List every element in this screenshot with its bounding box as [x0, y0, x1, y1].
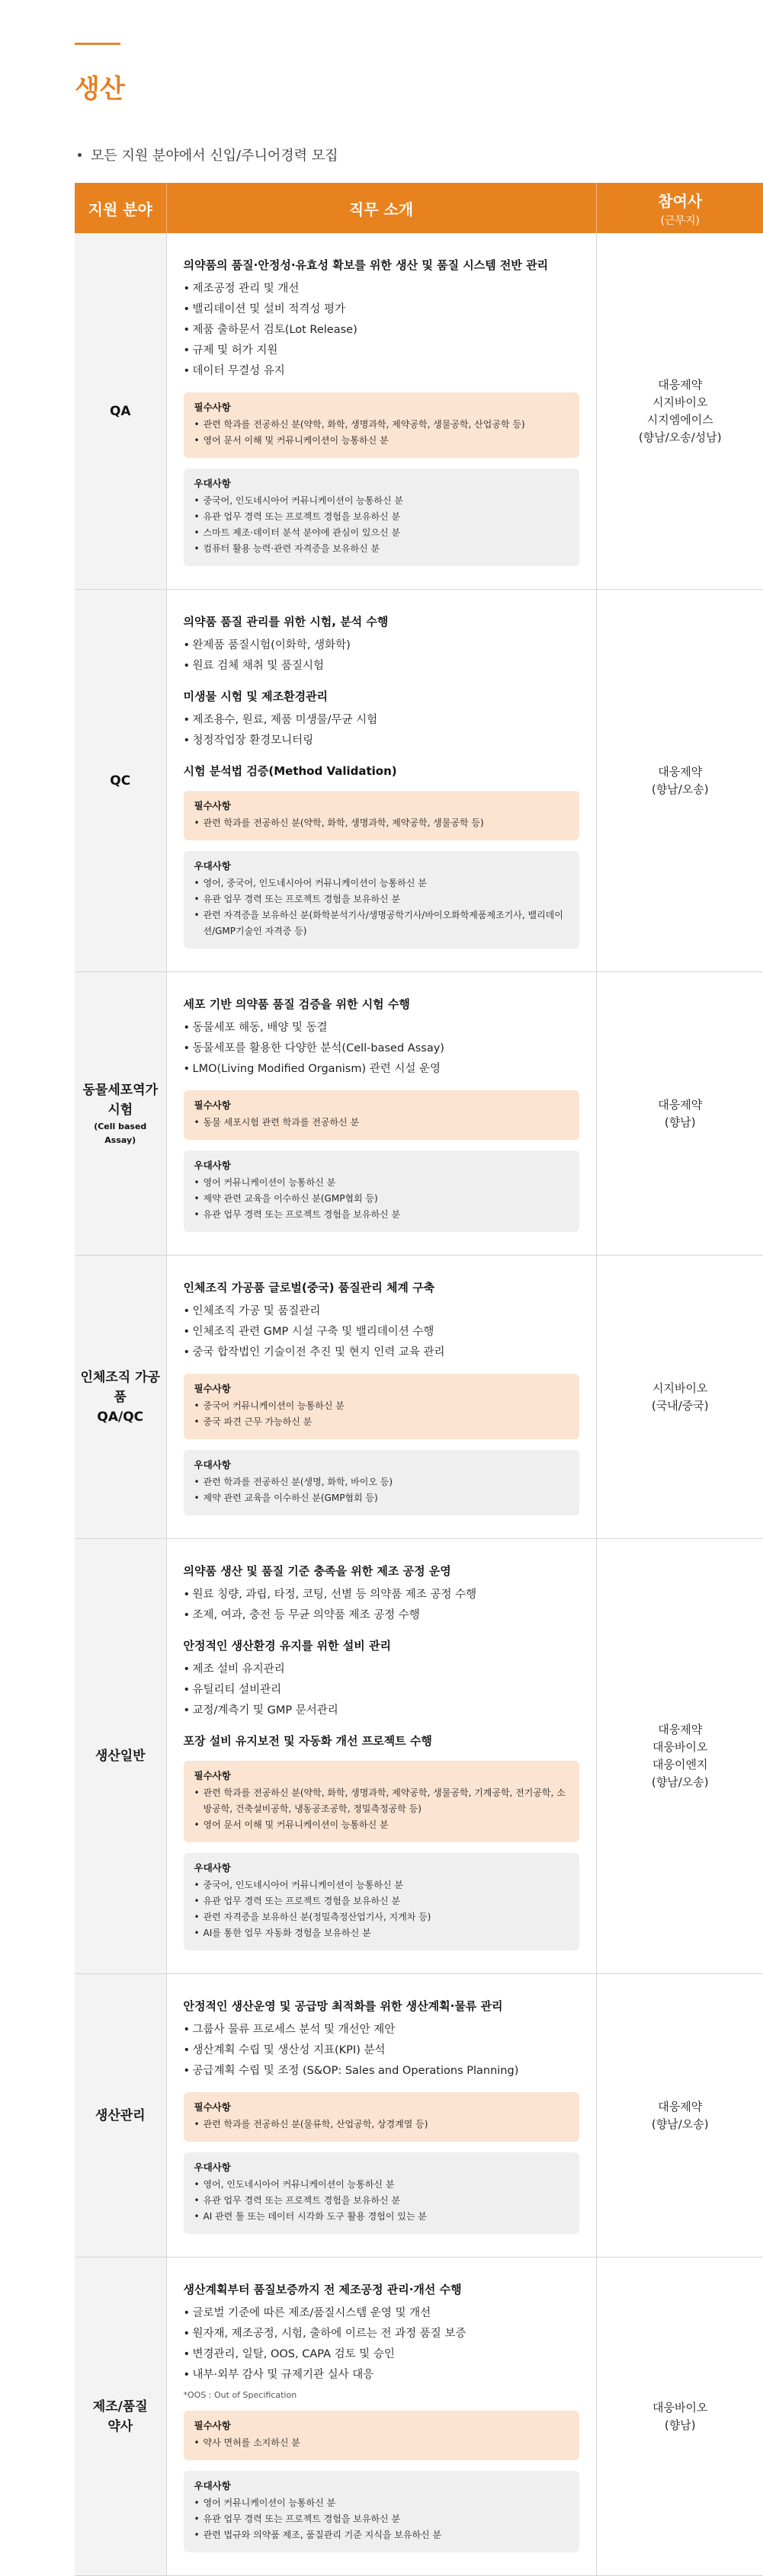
desc-cell [166, 1539, 596, 1974]
preferred-list [194, 1474, 569, 1506]
preferred-item: • 제약 관련 교육을 이수하신 분(GMP협회 등) [194, 1490, 569, 1506]
field-name: QA [78, 402, 163, 421]
preferred-title: 우대사항 [194, 1158, 569, 1173]
duty-list [184, 279, 579, 382]
field-name: QC [78, 771, 163, 791]
duty-list [184, 1659, 579, 1721]
preferred-item: • 중국어, 인도네시아어 커뮤니케이션이 능통하신 분 [194, 493, 569, 509]
company-cell: 대웅제약 대웅바이오 대웅이엔지 (향남/오송) [596, 1539, 763, 1974]
preferred-item: • 영어, 중국어, 인도네시아어 커뮤니케이션이 능통하신 분 [194, 875, 569, 891]
duty-heading: 안정적인 생산환경 유지를 위한 설비 관리 [184, 1637, 579, 1655]
requirements-title: 필수사항 [194, 400, 569, 415]
duty-list [184, 1301, 579, 1363]
duty-item: • 원료 칭량, 과립, 타정, 코팅, 선별 등 의약품 제조 공정 수행 [184, 1585, 579, 1605]
requirements-title: 필수사항 [194, 1768, 569, 1784]
duty-list [184, 1018, 579, 1080]
preferred-item: • 관련 학과를 전공하신 분(생명, 화학, 바이오 등) [194, 1474, 569, 1490]
company-cell: 대웅바이오 (향남) [596, 2258, 763, 2576]
company-cell: 대웅제약 (향남/오송) [596, 1974, 763, 2258]
company-cell: 대웅제약 (향남) [596, 972, 763, 1256]
duty-heading: 세포 기반 의약품 품질 검증을 위한 시험 수행 [184, 995, 579, 1013]
desc-cell [166, 972, 596, 1256]
duty-heading: 시험 분석법 검증(Method Validation) [184, 762, 579, 780]
duty-item: • 인체조직 관련 GMP 시설 구축 및 밸리데이션 수행 [184, 1322, 579, 1342]
preferred-item: • 중국어, 인도네시아어 커뮤니케이션이 능통하신 분 [194, 1877, 569, 1893]
preferred-item: • 유관 업무 경력 또는 프로젝트 경험을 보유하신 분 [194, 1893, 569, 1909]
preferred-item: • 영어, 인도네시아어 커뮤니케이션이 능통하신 분 [194, 2177, 569, 2193]
requirements-list [194, 1115, 569, 1131]
requirements-title: 필수사항 [194, 1381, 569, 1397]
requirements-list [194, 2117, 569, 2133]
requirements-box [184, 2092, 579, 2142]
duty-item: • 제조용수, 원료, 제품 미생물/무균 시험 [184, 710, 579, 731]
requirements-box [184, 1374, 579, 1439]
requirement-item: • 관련 학과를 전공하신 분(약학, 화학, 생명과학, 제약공학, 생물공학, 산업공학 등) [194, 417, 569, 433]
duty-heading: 의약품의 품질·안정성·유효성 확보를 위한 생산 및 품질 시스템 전반 관리 [184, 256, 579, 274]
preferred-box [184, 2152, 579, 2234]
company-cell: 대웅제약 (향남/오송) [596, 590, 763, 972]
field-cell [75, 1256, 166, 1539]
duty-item: • 제품 출하문서 검토(Lot Release) [184, 320, 579, 341]
duty-list [184, 635, 579, 677]
table-row [75, 1974, 763, 2258]
job-rows [75, 233, 763, 2576]
requirements-box [184, 791, 579, 840]
duty-list [184, 710, 579, 751]
header-desc: 직무 소개 [166, 183, 596, 233]
requirement-item: • 중국 파견 근무 가능하신 분 [194, 1414, 569, 1430]
preferred-title: 우대사항 [194, 859, 569, 874]
duty-item: • 조제, 여과, 충전 등 무균 의약품 제조 공정 수행 [184, 1605, 579, 1626]
preferred-title: 우대사항 [194, 2478, 569, 2494]
field-name: 인체조직 가공품 QA/QC [78, 1368, 163, 1427]
field-cell [75, 1539, 166, 1974]
duty-item: • 청정작업장 환경모니터링 [184, 731, 579, 751]
company-cell: 대웅제약 시지바이오 시지엠에이스 (향남/오송/성남) [596, 233, 763, 590]
title-accent-rule [75, 43, 120, 45]
field-name: 생산관리 [78, 2106, 163, 2126]
preferred-list [194, 1877, 569, 1941]
table-row [75, 1539, 763, 1974]
table-header-row [75, 183, 763, 233]
section-title: 생산 [75, 68, 763, 105]
preferred-title: 우대사항 [194, 1861, 569, 1876]
preferred-item: • 유관 업무 경력 또는 프로젝트 경험을 보유하신 분 [194, 2511, 569, 2527]
preferred-list [194, 875, 569, 939]
requirements-list [194, 1398, 569, 1430]
duty-item: • 제조공정 관리 및 개선 [184, 279, 579, 299]
field-cell [75, 2258, 166, 2576]
requirements-box [184, 2411, 579, 2460]
requirement-item: • 관련 학과를 전공하신 분(약학, 화학, 생명과학, 제약공학, 생물공학, 기계공학, 전기공학, 소방공학, 건축설비공학, 냉동공조공학, 정밀측정공학 등) [194, 1785, 569, 1817]
duty-item: • 밸리데이션 및 설비 적격성 평가 [184, 299, 579, 320]
duty-heading: 의약품 품질 관리를 위한 시험, 분석 수행 [184, 613, 579, 631]
preferred-item: • 영어 커뮤니케이션이 능통하신 분 [194, 2495, 569, 2511]
field-cell [75, 590, 166, 972]
field-cell [75, 1974, 166, 2258]
duty-list [184, 2020, 579, 2082]
preferred-list [194, 2495, 569, 2543]
requirement-item: • 영어 문서 이해 및 커뮤니케이션이 능통하신 분 [194, 433, 569, 449]
field-cell [75, 972, 166, 1256]
header-field: 지원 분야 [75, 183, 166, 233]
duty-item: • 동물세포 해동, 배양 및 동결 [184, 1018, 579, 1038]
bullet-icon [78, 153, 82, 157]
duty-item: • 인체조직 가공 및 품질관리 [184, 1301, 579, 1322]
footnote: *OOS : Out of Specification [184, 2390, 579, 2400]
requirements-list [194, 815, 569, 831]
duty-item: • LMO(Living Modified Organism) 관련 시설 운영 [184, 1059, 579, 1080]
table-row [75, 1256, 763, 1539]
duty-item: • 교정/계측기 및 GMP 문서관리 [184, 1701, 579, 1721]
desc-cell [166, 233, 596, 590]
duty-item: • 규제 및 허가 지원 [184, 341, 579, 361]
duty-item: • 중국 합작법인 기술이전 추진 및 현지 인력 교육 관리 [184, 1342, 579, 1363]
job-table [75, 183, 763, 2576]
preferred-item: • 관련 법규와 의약품 제조, 품질관리 기준 지식을 보유하신 분 [194, 2527, 569, 2543]
requirements-list [194, 1785, 569, 1833]
preferred-item: • 유관 업무 경력 또는 프로젝트 경험을 보유하신 분 [194, 2193, 569, 2209]
duty-item: • 제조 설비 유지관리 [184, 1659, 579, 1680]
duty-heading: 포장 설비 유지보전 및 자동화 개선 프로젝트 수행 [184, 1732, 579, 1750]
table-row [75, 233, 763, 590]
preferred-box [184, 851, 579, 949]
duty-item: • 글로벌 기준에 따른 제조/품질시스템 운영 및 개선 [184, 2303, 579, 2324]
preferred-list [194, 493, 569, 557]
preferred-item: • 유관 업무 경력 또는 프로젝트 경험을 보유하신 분 [194, 1207, 569, 1223]
field-name: 생산일반 [78, 1746, 163, 1766]
desc-cell [166, 1974, 596, 2258]
preferred-item: • 영어 커뮤니케이션이 능통하신 분 [194, 1175, 569, 1191]
preferred-item: • AI 관련 툴 또는 데이터 시각화 도구 활용 경험이 있는 분 [194, 2209, 569, 2225]
duty-item: • 변경관리, 일탈, OOS, CAPA 검토 및 승인 [184, 2344, 579, 2365]
duty-item: • 그룹사 물류 프로세스 분석 및 개선안 제안 [184, 2020, 579, 2040]
preferred-box [184, 1450, 579, 1515]
requirement-item: • 중국어 커뮤니케이션이 능통하신 분 [194, 1398, 569, 1414]
table-row [75, 972, 763, 1256]
desc-cell [166, 2258, 596, 2576]
requirement-item: • 동물 세포시험 관련 학과를 전공하신 분 [194, 1115, 569, 1131]
preferred-box [184, 469, 579, 566]
requirements-box [184, 392, 579, 458]
field-subtitle: (Cell based Assay) [78, 1120, 163, 1147]
duty-heading: 안정적인 생산운영 및 공급망 최적화를 위한 생산계획·물류 관리 [184, 1997, 579, 2015]
requirement-item: • 영어 문서 이해 및 커뮤니케이션이 능통하신 분 [194, 1817, 569, 1833]
duty-item: • 완제품 품질시험(이화학, 생화학) [184, 635, 579, 656]
requirements-box [184, 1090, 579, 1140]
duty-item: • 생산계획 수립 및 생산성 지표(KPI) 분석 [184, 2040, 579, 2061]
requirements-list [194, 417, 569, 449]
duty-list [184, 2303, 579, 2386]
preferred-title: 우대사항 [194, 476, 569, 491]
duty-heading: 생산계획부터 품질보증까지 전 제조공정 관리·개선 수행 [184, 2280, 579, 2299]
duty-item: • 동물세포를 활용한 다양한 분석(Cell-based Assay) [184, 1038, 579, 1059]
desc-cell [166, 590, 596, 972]
duty-list [184, 1585, 579, 1626]
desc-cell [166, 1256, 596, 1539]
preferred-list [194, 1175, 569, 1223]
field-name: 동물세포역가시험 [78, 1080, 163, 1120]
duty-heading: 의약품 생산 및 품질 기준 충족을 위한 제조 공정 운영 [184, 1562, 579, 1580]
duty-item: • 데이터 무결성 유지 [184, 361, 579, 382]
requirements-title: 필수사항 [194, 2100, 569, 2115]
preferred-box [184, 1150, 579, 1232]
table-row [75, 2258, 763, 2576]
field-name: 제조/품질 약사 [78, 2397, 163, 2437]
preferred-item: • AI를 통한 업무 자동화 경험을 보유하신 분 [194, 1925, 569, 1941]
header-company-sub: (근무지) [597, 213, 763, 228]
duty-heading: 미생물 시험 및 제조환경관리 [184, 687, 579, 706]
preferred-item: • 유관 업무 경력 또는 프로젝트 경험을 보유하신 분 [194, 891, 569, 907]
company-cell: 시지바이오 (국내/중국) [596, 1256, 763, 1539]
preferred-item: • 컴퓨터 활용 능력·관련 자격증을 보유하신 분 [194, 541, 569, 557]
duty-item: • 공급계획 수립 및 조정 (S&OP: Sales and Operations Planning) [184, 2061, 579, 2082]
preferred-list [194, 2177, 569, 2225]
duty-item: • 원자재, 제조공정, 시험, 출하에 이르는 전 과정 품질 보증 [184, 2324, 579, 2344]
requirements-title: 필수사항 [194, 1098, 569, 1113]
preferred-box [184, 2471, 579, 2552]
preferred-box [184, 1853, 579, 1950]
preferred-item: • 유관 업무 경력 또는 프로젝트 경험을 보유하신 분 [194, 509, 569, 525]
intro-text: 모든 지원 분야에서 신입/주니어경력 모집 [91, 145, 338, 165]
requirement-item: • 약사 면허를 소지하신 분 [194, 2435, 569, 2451]
header-company-label: 참여사 [658, 192, 702, 210]
intro-note [75, 145, 763, 165]
preferred-item: • 관련 자격증을 보유하신 분(화학분석기사/생명공학기사/바이오화학제품제조기사, 밸리데이션/GMP기술인 자격증 등) [194, 907, 569, 939]
preferred-title: 우대사항 [194, 2160, 569, 2175]
preferred-item: • 관련 자격증을 보유하신 분(정밀측정산업기사, 지게차 등) [194, 1909, 569, 1925]
duty-item: • 내부·외부 감사 및 규제기관 실사 대응 [184, 2365, 579, 2386]
preferred-item: • 제약 관련 교육을 이수하신 분(GMP협회 등) [194, 1191, 569, 1207]
duty-item: • 원료 검체 채취 및 품질시험 [184, 656, 579, 677]
requirements-title: 필수사항 [194, 2418, 569, 2434]
duty-item: • 유틸리티 설비관리 [184, 1680, 579, 1701]
requirements-title: 필수사항 [194, 798, 569, 814]
requirement-item: • 관련 학과를 전공하신 분(약학, 화학, 생명과학, 제약공학, 생물공학 등) [194, 815, 569, 831]
table-row [75, 590, 763, 972]
requirement-item: • 관련 학과를 전공하신 분(물류학, 산업공학, 상경계열 등) [194, 2117, 569, 2133]
requirements-list [194, 2435, 569, 2451]
preferred-title: 우대사항 [194, 1458, 569, 1473]
duty-heading: 인체조직 가공품 글로벌(중국) 품질관리 체계 구축 [184, 1278, 579, 1297]
preferred-item: • 스마트 제조·데이터 분석 분야에 관심이 있으신 분 [194, 525, 569, 541]
header-company [596, 183, 763, 233]
field-cell [75, 233, 166, 590]
requirements-box [184, 1761, 579, 1842]
